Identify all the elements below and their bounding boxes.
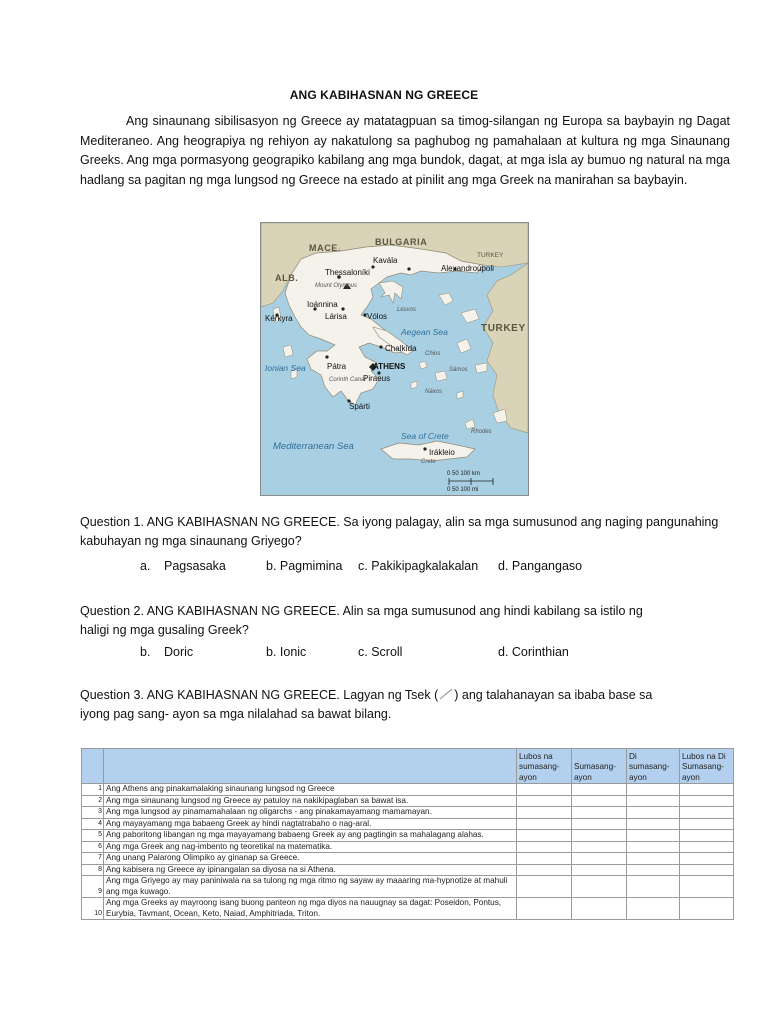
map-scale-mi: 0 50 100 mi: [447, 487, 479, 493]
map-label-irakleio: Irákleio: [429, 448, 455, 457]
check-cell[interactable]: [572, 853, 627, 865]
intro-paragraph: Ang sinaunang sibilisasyon ng Greece ay matatagpuan sa timog-silangan ng Europa sa baybayin ng Dagat Mediteraneo. Ang heograpiya ng rehiyon ay nakatulong sa paghubog ng pamahalaan at kultura ng mga Sinaunang Greeks. Ang mga pormasyong geograpiko kabilang ang mga bundok, dagat, at mga isla ay bumuo ng natural na mga hadlang sa pagitan ng mga lungsod ng Greece na estado at pinilit ang mga Greek na manirahan sa baybayin.: [80, 114, 730, 187]
table-row: [82, 784, 734, 796]
q2-choice-b: b. Ionic: [266, 645, 307, 659]
header-strongly-disagree: Lubos na Di Sumasang-ayon: [680, 749, 734, 784]
row-statement: Ang unang Palarong Olimpiko ay ginanap sa Greece.: [104, 853, 517, 865]
map-label-mediterranean-sea: Mediterranean Sea: [273, 441, 354, 452]
row-statement: Ang mga sinaunang lungsod ng Greece ay patuloy na nakikipaglaban sa bawat isa.: [104, 795, 517, 807]
check-mark-icon: [438, 688, 454, 700]
header-agree: Sumasang-ayon: [572, 749, 627, 784]
map-label-patra: Pátra: [327, 362, 347, 371]
page-title: ANG KABIHASNAN NG GREECE: [289, 88, 479, 102]
map-label-sea-of-crete: Sea of Crete: [401, 431, 449, 441]
check-cell[interactable]: [572, 898, 627, 920]
map-label-naxos: Náxos: [425, 389, 443, 395]
table-row: [82, 818, 734, 830]
table-header-row: [82, 749, 734, 784]
map-label-larisa: Lárisa: [325, 312, 347, 321]
table-row: [82, 853, 734, 865]
map-label-crete: Crete: [421, 459, 436, 465]
check-cell[interactable]: [572, 830, 627, 842]
table-row: [82, 864, 734, 876]
question-1-choices: [140, 559, 740, 577]
check-cell[interactable]: [517, 818, 572, 830]
map-label-alb: ALB.: [275, 273, 299, 283]
row-statement: Ang mga Greeks ay mayroong isang buong panteon ng mga diyos na nauugnay sa dagat: Poseidon, Pontus, Eurybia, Tavmant, Ocean, Keto, Naiad, Amphitriada, Triton.: [104, 898, 517, 920]
map-label-rhodes: Rhodes: [471, 429, 492, 435]
map-scale-km: 0 50 100 km: [447, 471, 481, 477]
question-3-text: [80, 686, 660, 724]
check-cell[interactable]: [572, 864, 627, 876]
map-label-athens: ATHENS: [373, 362, 406, 371]
check-cell[interactable]: [517, 784, 572, 796]
header-strongly-agree: Lubos na sumasang-ayon: [517, 749, 572, 784]
map-label-aegean-sea: Aegean Sea: [401, 327, 448, 337]
check-cell[interactable]: [627, 876, 680, 898]
table-row: [82, 841, 734, 853]
check-cell[interactable]: [680, 898, 734, 920]
row-statement: Ang paboritong libangan ng mga mayayamang babaeng Greek ay ang pagtingin sa mahalagang alahas.: [104, 830, 517, 842]
check-cell[interactable]: [680, 841, 734, 853]
question-2-text: Question 2. ANG KABIHASNAN NG GREECE. Alin sa mga sumusunod ang hindi kabilang sa istilo ng haligi ng mga gusaling Greek?: [80, 604, 643, 637]
check-cell[interactable]: [627, 807, 680, 819]
check-cell[interactable]: [517, 864, 572, 876]
map-label-turkey-top: TURKEY: [477, 252, 504, 259]
table-row: [82, 795, 734, 807]
row-number: 10: [82, 898, 104, 920]
table-row: [82, 876, 734, 898]
row-number: 8: [82, 864, 104, 876]
check-cell[interactable]: [680, 853, 734, 865]
question-3-text-after: ) ang talahanayan sa ibaba base sa iyong pag sang- ayon sa mga nilalahad sa bawat bilang.: [80, 688, 653, 721]
header-disagree: Di sumasang-ayon: [627, 749, 680, 784]
map-label-alexandroupoli: Alexandroúpoli: [441, 264, 494, 273]
map-label-piraeus: Piraeus: [363, 374, 391, 383]
map-label-volos: Vólos: [367, 312, 388, 321]
map-label-mace: MACE.: [309, 243, 341, 253]
check-cell[interactable]: [627, 784, 680, 796]
map-label-thessaloniki: Thessaloníki: [325, 268, 370, 277]
header-statement-cell: [104, 749, 517, 784]
check-cell[interactable]: [627, 795, 680, 807]
map-label-ioannina: Ioánnina: [307, 300, 338, 309]
question-3-text-before: Question 3. ANG KABIHASNAN NG GREECE. Lagyan ng Tsek (: [80, 688, 439, 702]
q2-choice-a: Doric: [164, 645, 194, 659]
row-statement: Ang mayayamang mga babaeng Greek ay hindi nagtatrabaho o nag-aral.: [104, 818, 517, 830]
agreement-table: [81, 748, 734, 920]
row-number: 7: [82, 853, 104, 865]
row-number: 1: [82, 784, 104, 796]
map-label-lesvos: Lesvos: [397, 307, 417, 313]
check-cell[interactable]: [572, 784, 627, 796]
q1-choice-a: Pagsasaka: [164, 559, 226, 573]
row-statement: Ang mga lungsod ay pinamamahalaan ng oligarchs - ang pinakamayamang mamamayan.: [104, 807, 517, 819]
check-cell[interactable]: [572, 795, 627, 807]
check-cell[interactable]: [627, 864, 680, 876]
q2-choice-c: c. Scroll: [358, 645, 403, 659]
map-label-corinth-canal: Corinth Canal: [329, 377, 366, 383]
check-cell[interactable]: [627, 830, 680, 842]
row-number: 2: [82, 795, 104, 807]
check-cell[interactable]: [572, 818, 627, 830]
check-cell[interactable]: [680, 795, 734, 807]
check-cell[interactable]: [627, 818, 680, 830]
row-statement: Ang kabisera ng Greece ay ipinangalan sa diyosa na si Athena.: [104, 864, 517, 876]
check-cell[interactable]: [517, 898, 572, 920]
check-cell[interactable]: [680, 864, 734, 876]
check-cell[interactable]: [680, 876, 734, 898]
row-number: 9: [82, 876, 104, 898]
row-number: 5: [82, 830, 104, 842]
row-statement: Ang mga Griyego ay may paniniwala na sa tulong ng mga ritmo ng sayaw ay maaaring ma-hypnotize at mahuli ang mga kuwago.: [104, 876, 517, 898]
q2-choice-d: d. Corinthian: [498, 645, 569, 659]
q1-choice-d: d. Pangangaso: [498, 559, 583, 573]
check-cell[interactable]: [572, 841, 627, 853]
q1-choice-c: c. Pakikipagkalakalan: [358, 559, 479, 573]
table-row: [82, 807, 734, 819]
check-cell[interactable]: [627, 853, 680, 865]
map-label-chios: Chios: [425, 351, 441, 357]
check-cell[interactable]: [517, 807, 572, 819]
question-2-choices: [140, 645, 740, 663]
check-cell[interactable]: [517, 795, 572, 807]
check-cell[interactable]: [572, 876, 627, 898]
greece-map: [260, 222, 529, 496]
q1-choice-a-letter: a.: [140, 559, 151, 573]
map-label-samos: Sámos: [449, 367, 468, 373]
map-label-kerkyra: Kérkyra: [265, 314, 293, 323]
q1-choice-b: b. Pagmimina: [266, 559, 343, 573]
map-label-olympus: Mount Olympus: [315, 283, 358, 289]
map-label-sparti: Spárti: [349, 402, 370, 411]
check-cell[interactable]: [680, 830, 734, 842]
table-row: [82, 830, 734, 842]
q2-choice-letter: b.: [140, 645, 151, 659]
map-label-ionian-sea: Ionian Sea: [265, 363, 306, 373]
check-cell[interactable]: [517, 841, 572, 853]
row-statement: Ang Athens ang pinakamalaking sinaunang lungsod ng Greece: [104, 784, 517, 796]
check-cell[interactable]: [627, 841, 680, 853]
check-cell[interactable]: [517, 853, 572, 865]
check-cell[interactable]: [680, 807, 734, 819]
map-label-turkey: TURKEY: [481, 323, 526, 334]
map-label-bulgaria: BULGARIA: [375, 237, 428, 247]
row-number: 3: [82, 807, 104, 819]
question-1-text: Question 1. ANG KABIHASNAN NG GREECE. Sa iyong palagay, alin sa mga sumusunod ang naging pangunahing kabuhayan ng mga sinaunang Griyego?: [80, 515, 719, 548]
row-number: 4: [82, 818, 104, 830]
table-row: [82, 898, 734, 920]
check-cell[interactable]: [517, 830, 572, 842]
header-num-cell: [82, 749, 104, 784]
check-cell[interactable]: [680, 818, 734, 830]
check-cell[interactable]: [680, 784, 734, 796]
map-label-kavala: Kavála: [373, 256, 398, 265]
row-statement: Ang mga Greek ang nag-imbento ng teoretikal na matematika.: [104, 841, 517, 853]
map-label-chalkida: Chalkída: [385, 344, 417, 353]
check-cell[interactable]: [627, 898, 680, 920]
check-cell[interactable]: [572, 807, 627, 819]
check-cell[interactable]: [517, 876, 572, 898]
row-number: 6: [82, 841, 104, 853]
